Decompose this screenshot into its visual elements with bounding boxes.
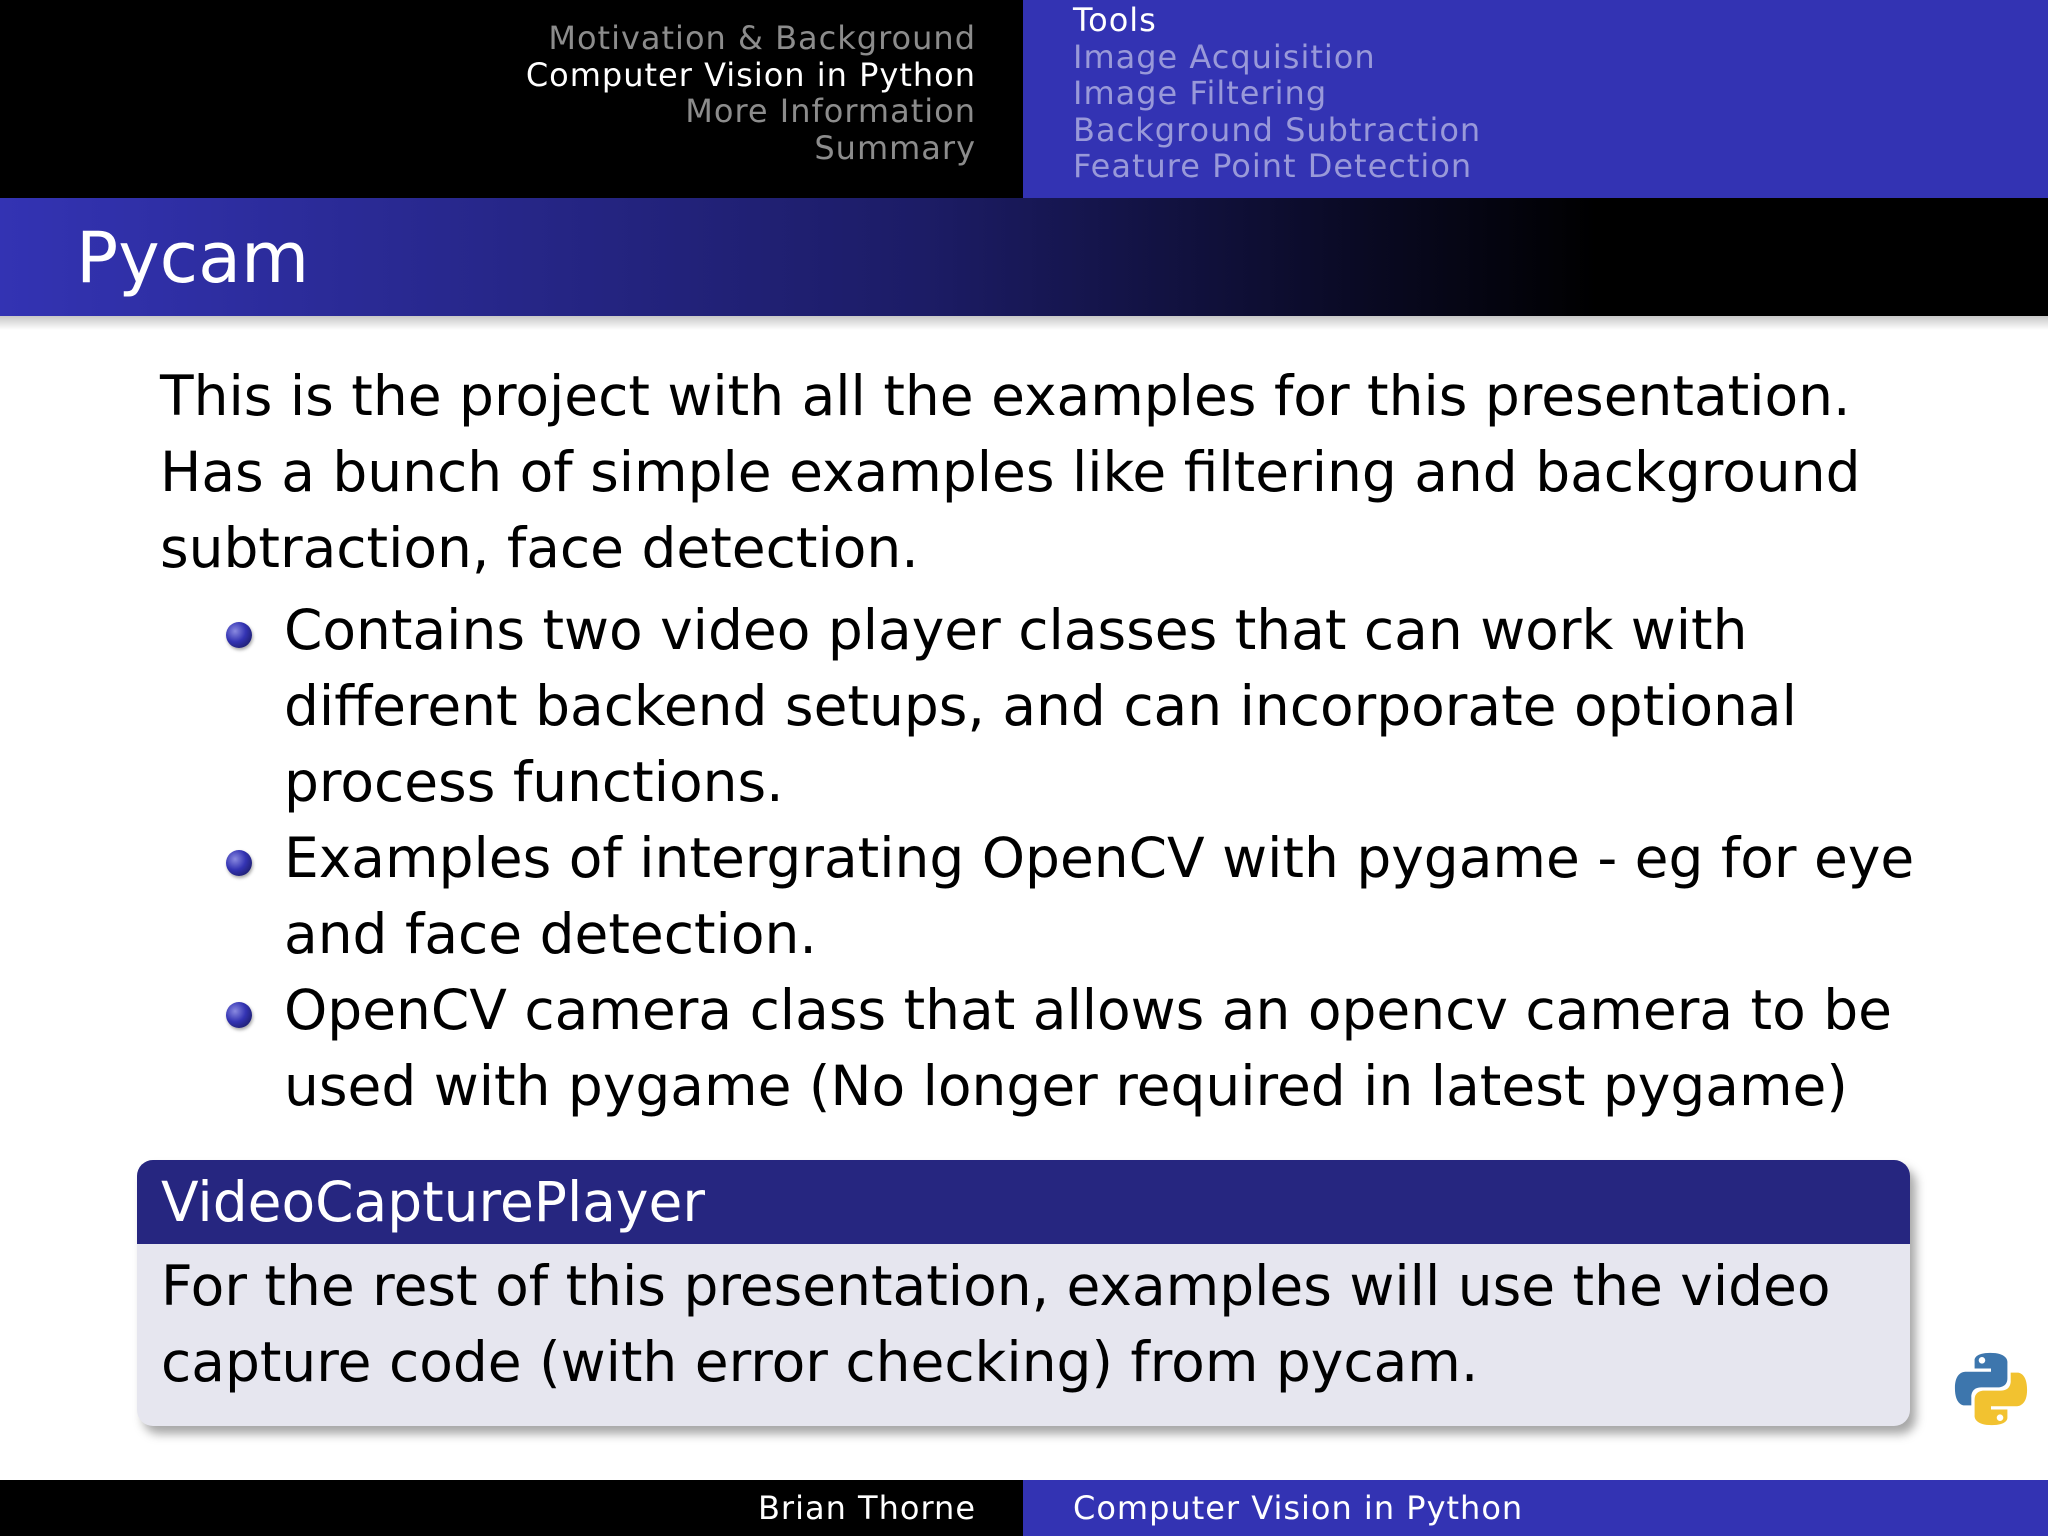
block-title: VideoCapturePlayer	[161, 1170, 705, 1234]
bullet-ball-icon	[226, 1002, 252, 1028]
footer-author-bar	[0, 1480, 1023, 1536]
info-block	[137, 1160, 1910, 1426]
frame-title: Pycam	[76, 217, 310, 299]
bullet-text: OpenCV camera class that allows an opencv camera to be used with pygame (No longer required in latest pygame)	[284, 978, 1892, 1118]
python-logo-icon	[1950, 1348, 2032, 1430]
footer-title: Computer Vision in Python	[1073, 1489, 1524, 1527]
bullet-item	[160, 820, 1920, 972]
nav-section-computer-vision[interactable]: Computer Vision in Python	[525, 55, 976, 94]
bullet-ball-icon	[226, 622, 252, 648]
nav-section-motivation[interactable]: Motivation & Background	[548, 19, 976, 57]
footer-title-bar	[1023, 1480, 2048, 1536]
subsection-navigation	[1023, 0, 2048, 198]
nav-subsection-image-acquisition[interactable]: Image Acquisition	[1073, 37, 1376, 76]
subsection-list	[1073, 2, 1481, 185]
block-text: For the rest of this presentation, examples will use the video capture code (with error checking) from pycam.	[161, 1254, 1831, 1394]
bullet-list	[160, 592, 1920, 1124]
bullet-item	[160, 592, 1920, 820]
bullet-ball-icon	[226, 850, 252, 876]
bullet-text: Contains two video player classes that can work with different backend setups, and can incorporate optional process functions.	[284, 598, 1797, 814]
intro-paragraph: This is the project with all the examples for this presentation. Has a bunch of simple examples like filtering and background subtraction, face detection.	[160, 364, 1861, 580]
nav-subsection-feature-point-detection[interactable]: Feature Point Detection	[1073, 147, 1473, 186]
section-list	[526, 20, 976, 166]
nav-subsection-image-filtering[interactable]: Image Filtering	[1073, 74, 1328, 113]
title-bar-shadow	[0, 316, 2048, 330]
bullet-text: Examples of intergrating OpenCV with pygame - eg for eye and face detection.	[284, 826, 1915, 966]
nav-section-more-information[interactable]: More Information	[685, 92, 976, 131]
nav-section-summary[interactable]: Summary	[814, 128, 976, 167]
section-navigation	[0, 0, 1023, 198]
nav-subsection-background-subtraction[interactable]: Background Subtraction	[1073, 110, 1482, 149]
nav-subsection-tools[interactable]: Tools	[1073, 1, 1157, 39]
bullet-item	[160, 972, 1920, 1124]
footer-author: Brian Thorne	[757, 1489, 976, 1527]
block-title-bar	[137, 1160, 1910, 1244]
